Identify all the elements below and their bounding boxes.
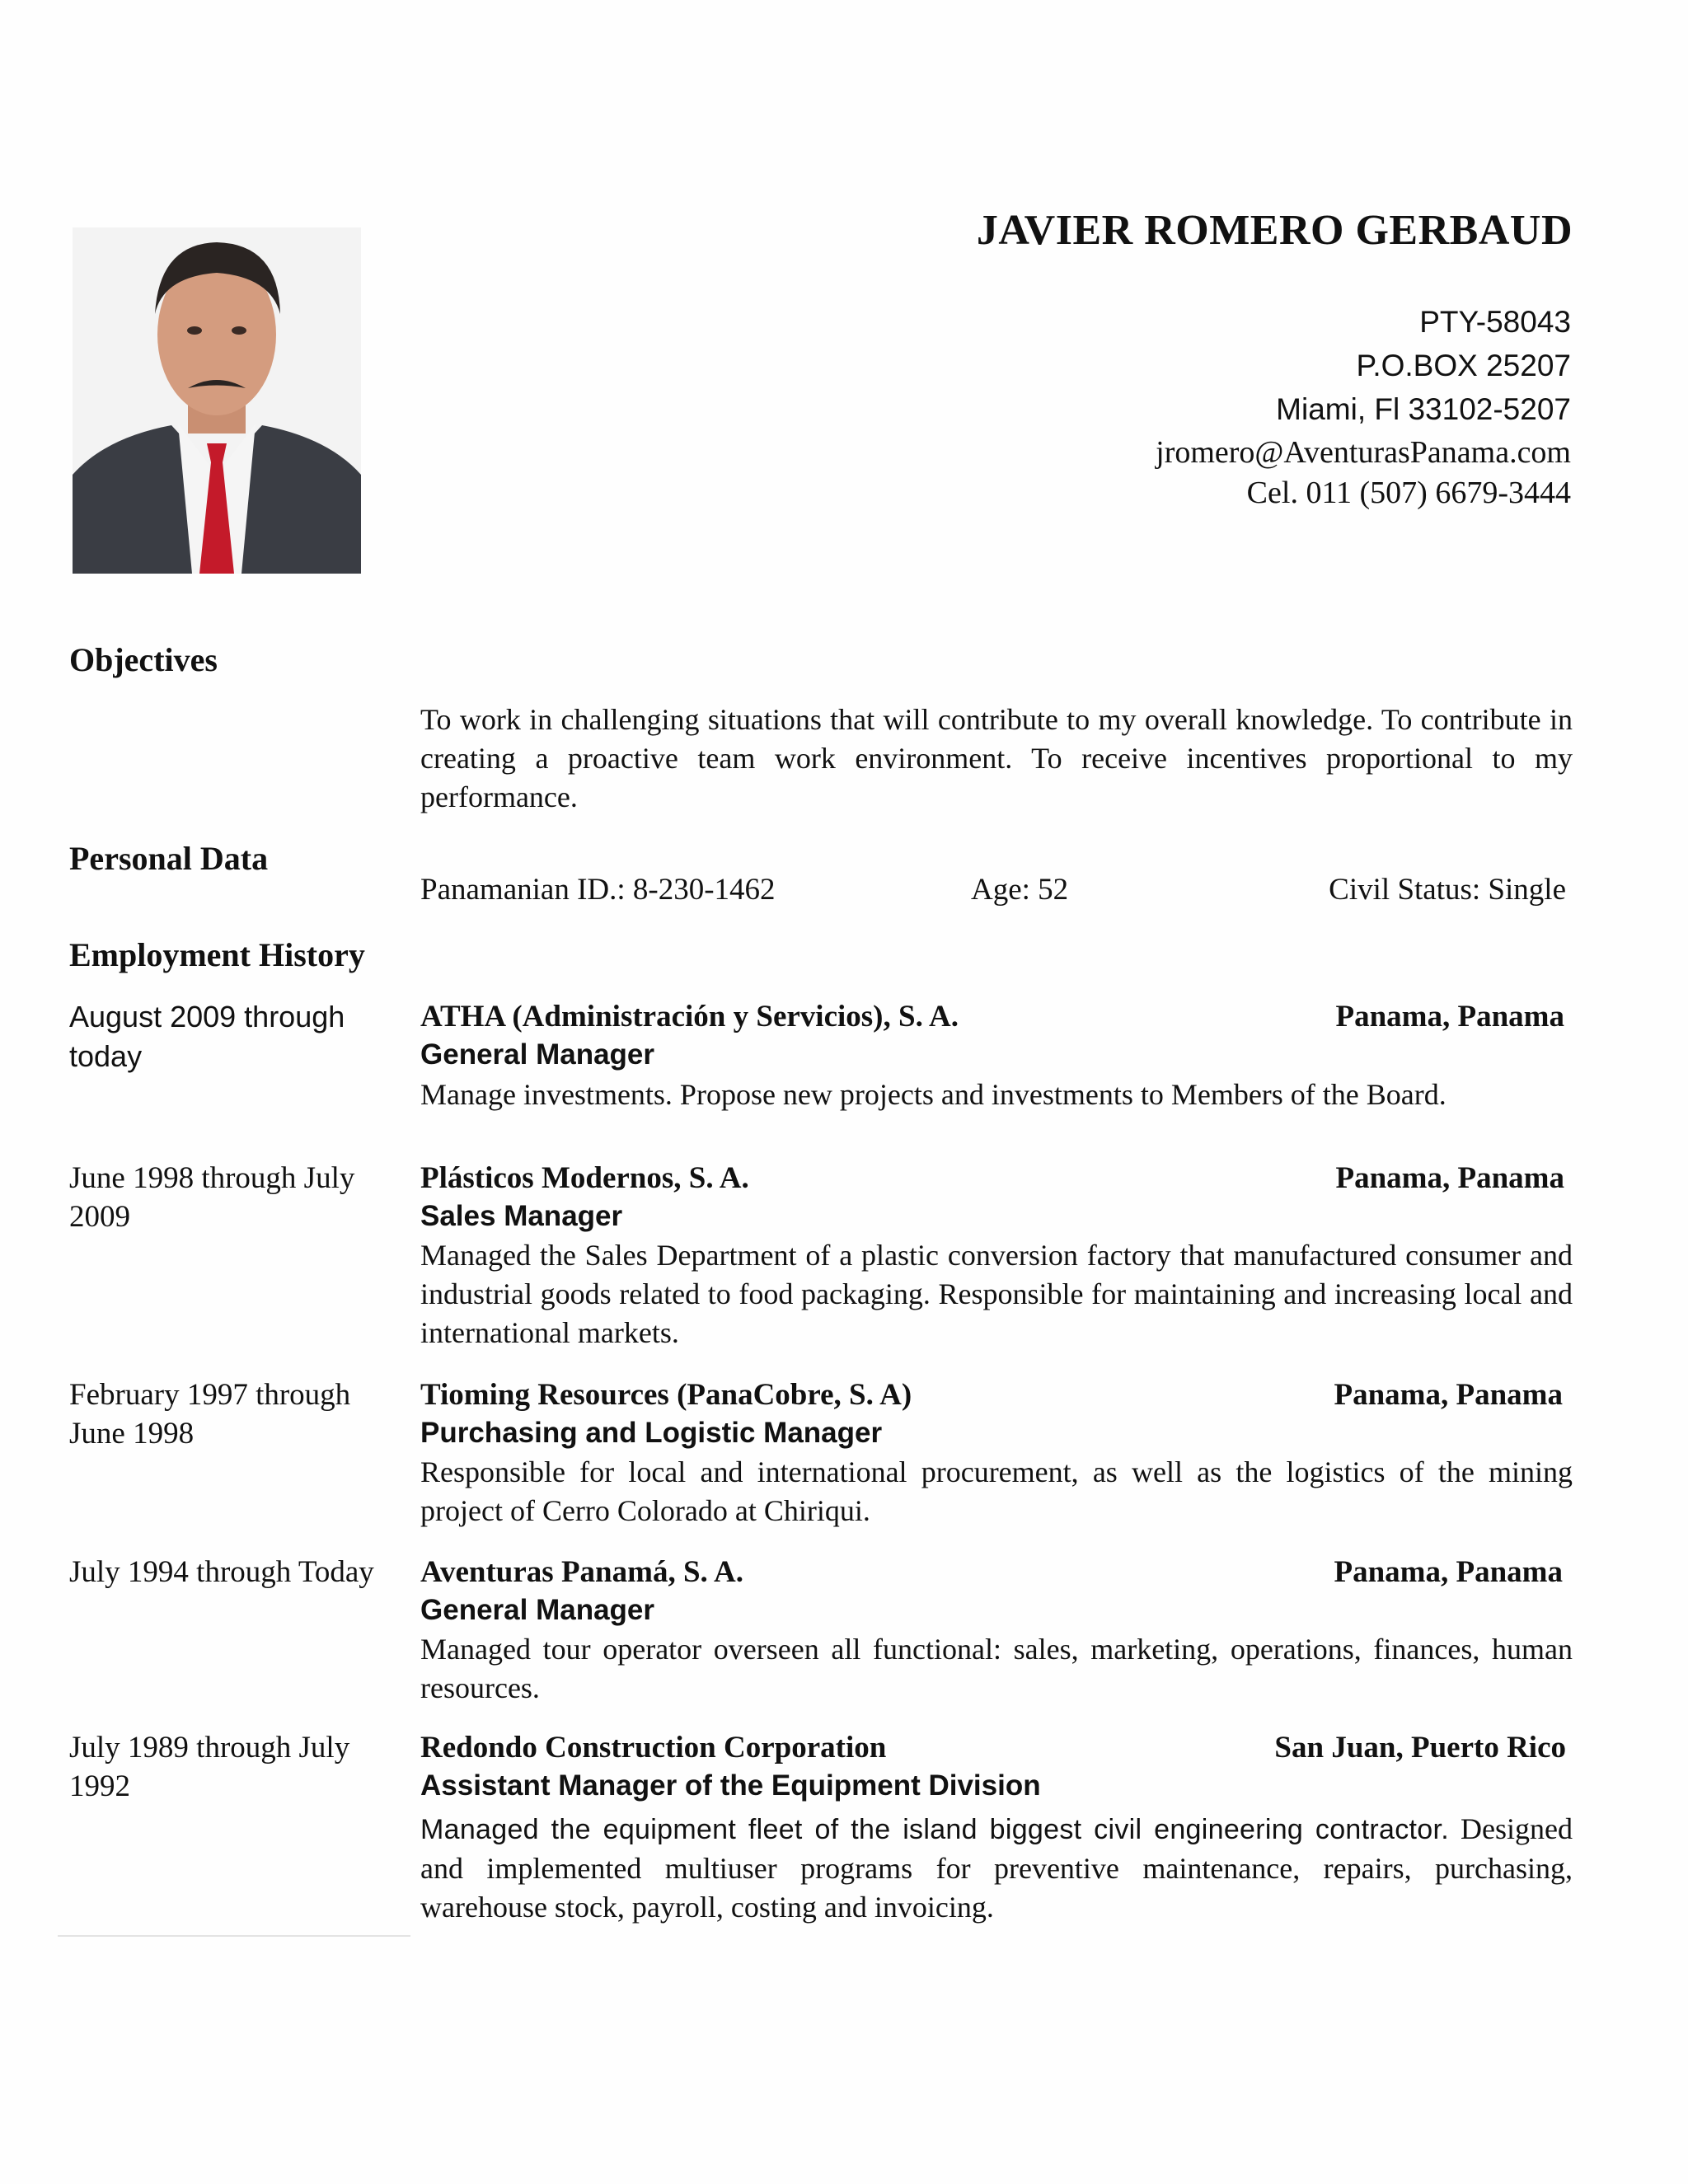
section-personal-data: Personal Data — [69, 840, 269, 877]
job-role: General Manager — [420, 1594, 654, 1626]
job-company: ATHA (Administración y Servicios), S. A. — [420, 1000, 959, 1033]
divider — [58, 1935, 410, 1937]
section-employment-history: Employment History — [69, 936, 365, 973]
candidate-name: JAVIER ROMERO GERBAUD — [976, 207, 1573, 254]
job-company: Tioming Resources (PanaCobre, S. A) — [420, 1378, 912, 1412]
address-line-1: PTY-58043 — [1419, 305, 1571, 339]
job-company: Redondo Construction Corporation — [420, 1731, 887, 1765]
profile-photo — [73, 227, 361, 574]
objectives-text: To work in challenging situations that will contribute to my overall knowledge. To contribute in creating a proactive team work environment. To receive incentives proportional to my performance. — [420, 703, 1573, 813]
job-dates: August 2009 through today — [69, 1000, 345, 1073]
job-role: Sales Manager — [420, 1200, 623, 1232]
job-role: Purchasing and Logistic Manager — [420, 1417, 883, 1449]
job-description: Managed the Sales Department of a plastic conversion factory that manufactured consumer and industrial goods related to food packaging. Responsible for maintaining and increasing local and international markets. — [420, 1239, 1573, 1349]
job-location: Panama, Panama — [1335, 1000, 1564, 1033]
job-role: Assistant Manager of the Equipment Division — [420, 1769, 1041, 1802]
job-location: Panama, Panama — [1334, 1555, 1563, 1589]
phone: Cel. 011 (507) 6679-3444 — [1246, 476, 1571, 510]
job-location: Panama, Panama — [1334, 1378, 1563, 1412]
address-line-3: Miami, Fl 33102-5207 — [1276, 392, 1571, 426]
job-description: Manage investments. Propose new projects and investments to Members of the Board. — [420, 1078, 1447, 1111]
email[interactable]: jromero@AventurasPanama.com — [1156, 435, 1571, 470]
job-dates: June 1998 through July 2009 — [69, 1161, 355, 1234]
job-company: Aventuras Panamá, S. A. — [420, 1555, 743, 1589]
job-company: Plásticos Modernos, S. A. — [420, 1161, 749, 1195]
job-location: San Juan, Puerto Rico — [1274, 1731, 1566, 1765]
job-description-first-line: Managed the equipment fleet of the island biggest civil engineering contractor. — [420, 1814, 1449, 1845]
personal-civil-status: Civil Status: Single — [1329, 873, 1566, 907]
job-description — [420, 1810, 1573, 1927]
job-dates: July 1989 through July 1992 — [69, 1731, 350, 1803]
job-description: Responsible for local and international procurement, as well as the logistics of the mining project of Cerro Colorado at Chiriqui. — [420, 1455, 1573, 1527]
job-dates: July 1994 through Today — [69, 1555, 374, 1589]
job-description-rest: Designed and implemented multiuser programs for preventive maintenance, repairs, purchasing, warehouse stock, payroll, costing and invoicing. — [420, 1812, 1573, 1924]
job-location: Panama, Panama — [1335, 1161, 1564, 1195]
personal-age: Age: 52 — [971, 873, 1069, 907]
address-line-2: P.O.BOX 25207 — [1356, 349, 1571, 382]
personal-id: Panamanian ID.: 8-230-1462 — [420, 873, 776, 907]
job-description: Managed tour operator overseen all functional: sales, marketing, operations, finances, human resources. — [420, 1633, 1573, 1704]
job-role: General Manager — [420, 1038, 654, 1071]
section-objectives: Objectives — [69, 641, 218, 678]
job-dates: February 1997 through June 1998 — [69, 1378, 351, 1451]
